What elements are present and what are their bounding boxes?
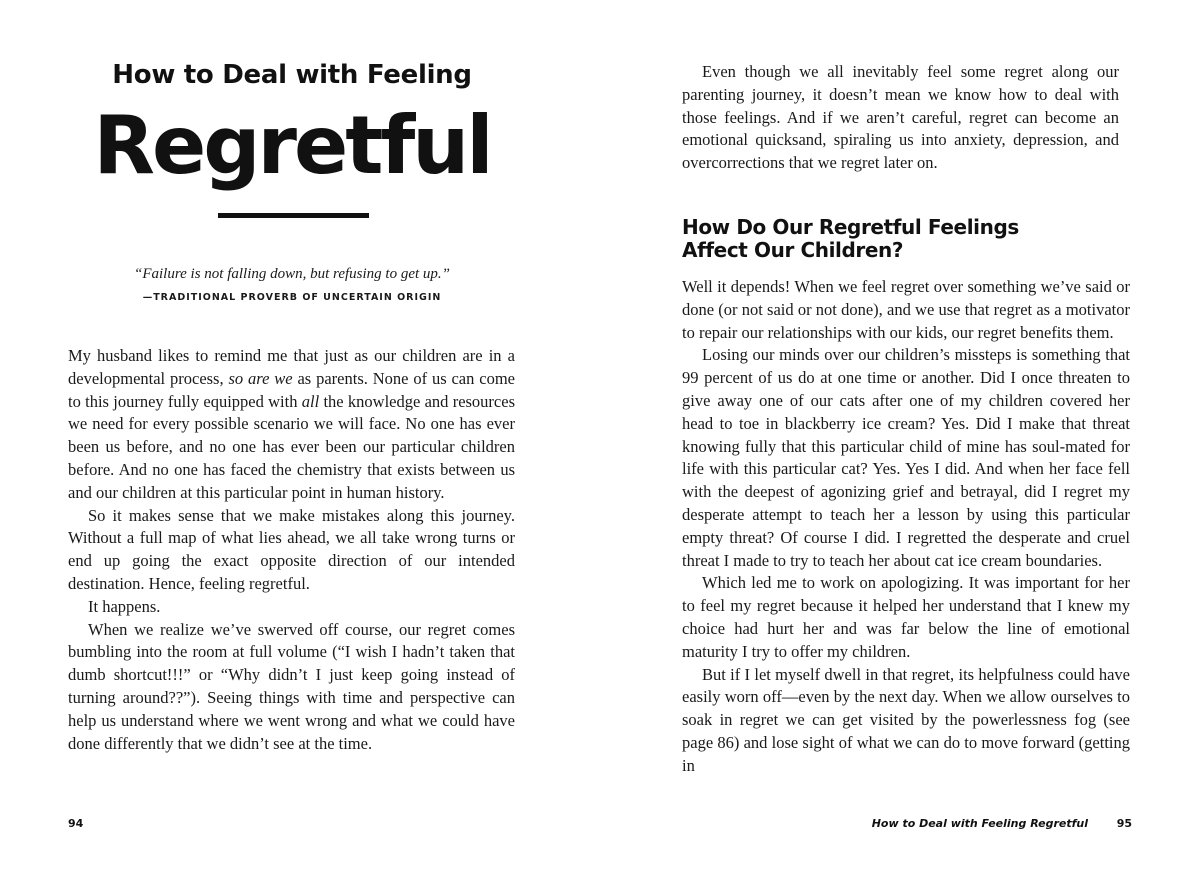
epigraph-quote: “Failure is not falling down, but refusing to get up.” [134, 266, 450, 282]
left-body-text [68, 345, 515, 755]
body-paragraph: When we realize we’ve swerved off course, our regret comes bumbling into the room at full volume (“I wish I hadn’t taken that dumb shortcut!!!” or “Why didn’t I just keep going instead of turning around??”). Seeing things with time and perspective can help us understand where we went wrong and what we could have done differently that we didn’t see at the time. [68, 619, 515, 753]
page-number: 95 [1116, 817, 1132, 830]
intro-text [682, 61, 1119, 175]
section-heading [682, 216, 1122, 262]
chapter-kicker: How to Deal with Feeling [112, 60, 472, 90]
section-heading-line: How Do Our Regretful Feelings [682, 215, 1019, 239]
emphasis-text: so are we [228, 368, 293, 388]
page-number: 94 [68, 817, 84, 830]
emphasis-text: all [301, 391, 320, 411]
body-paragraph [68, 345, 515, 505]
body-paragraph: Losing our minds over our children’s missteps is something that 99 percent of us do at one time or another. Did I once threaten to give away one of our cats after one of my children covered her head to toe in blackberry ice cream? Yes. Did I make that threat knowing fully that this particular child of mine has soul-mated for life with this particular cat? Yes. Yes I did. And when her face fell with the deepest of agonizing grief and betrayal, did I regret my desperate attempt to teach her a lesson by using this particular empty threat? Of course I did. I regretted the desperate and cruel threat I made to try to teach her about cat ice cream boundaries. [682, 345, 1130, 570]
title-rule [218, 213, 369, 218]
body-paragraph: Well it depends! When we feel regret over something we’ve said or done (or not said or not done), and we use that regret as a motivator to repair our relationships with our kids, our regret benefits them. [682, 277, 1130, 342]
paragraph-text: the knowledge and resources we need for every possible scenario we will face. No one has ever been us before, and no one has ever been our particular children before. And no one has faced the chemistry that exists between us and our children at this particular point in human history. [68, 391, 515, 502]
right-page [600, 0, 1200, 873]
running-head: How to Deal with Feeling Regretful [871, 817, 1088, 830]
chapter-title: Regretful [93, 99, 491, 192]
body-paragraph: But if I let myself dwell in that regret, its helpfulness could have easily worn off—even by the next day. When we allow ourselves to soak in regret we can get visited by the powerlessness fog (see page 86) and lose sight of what we can do to move forward (getting in [682, 664, 1130, 775]
body-paragraph: Even though we all inevitably feel some regret along our parenting journey, it doesn’t mean we know how to deal with those feelings. And if we aren’t careful, regret can become an emotional quicksand, spiraling us into anxiety, depression, and overcorrections that we regret later on. [682, 62, 1119, 173]
body-paragraph: Which led me to work on apologizing. It was important for her to feel my regret because it helped her understand that I knew my choice had hurt her and was far below the line of emotional maturity I try to offer my children. [682, 573, 1130, 661]
right-body-text [682, 276, 1130, 778]
epigraph-source: —TRADITIONAL PROVERB OF UNCERTAIN ORIGIN [142, 292, 442, 303]
paragraph-text: My husband likes to remind me that just as our children are in a developmental process, [68, 346, 515, 388]
body-paragraph: It happens. [88, 596, 161, 616]
paragraph-text: as parents. None of us can come to this journey fully equipped with [68, 368, 515, 411]
section-heading-line: Affect Our Children? [682, 238, 904, 262]
body-paragraph: So it makes sense that we make mistakes along this journey. Without a full map of what lies ahead, we all take wrong turns or end up going the exact opposite direction of our intended destination. Hence, feeling regretful. [68, 505, 515, 593]
